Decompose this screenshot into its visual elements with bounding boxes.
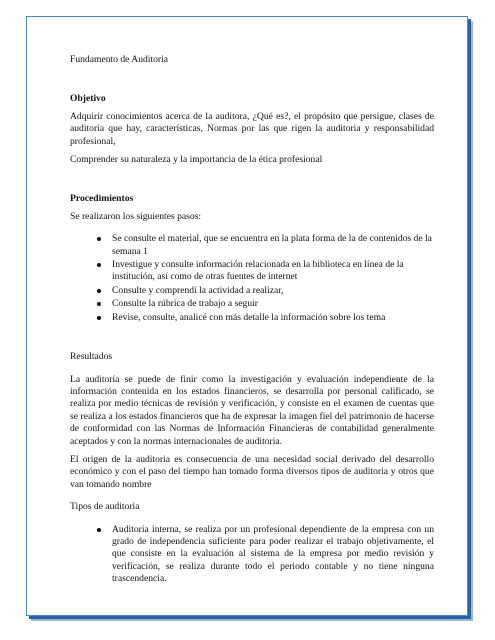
- tipos-list: [70, 524, 434, 586]
- resultados-paragraph-2: El origen de la auditoria es consecuencia de una necesidad social derivado del desarrollo económico y con el paso del tiempo han tomado forma diversos tipos de auditoria y otros que van tomando nombre: [70, 453, 434, 490]
- list-item-text: Consulte y comprendí la actividad a realizar,: [112, 284, 284, 296]
- procedimientos-heading: Procedimientos: [70, 193, 134, 205]
- document-title: Fundamento de Auditoria: [70, 54, 169, 65]
- objetivo-paragraph-2: Comprender su naturaleza y la importancia de la ética profesional: [70, 154, 323, 166]
- list-item: [97, 233, 434, 258]
- bullet-icon: [97, 302, 101, 306]
- objetivo-paragraph-1: Adquirir conocimientos acerca de la auditora, ¿Qué es?, el propósito que persigue, clases de auditoria que hay, características, Normas por las que rigen la auditoria y responsabilidad profesional,: [70, 110, 434, 147]
- list-item-text: Auditoria interna, se realiza por un profesional dependiente de la empresa con un grado de independencia suficiente para poder realizar el trabajo objetivamente, el que consiste en la evaluación al sistema de la empresa por medio revisión y verificación, se realiza durante todo el periodo contable y no tiene ninguna trascendencia.: [112, 523, 434, 585]
- resultados-heading: Resultados: [70, 351, 113, 363]
- bullet-icon: [97, 528, 101, 532]
- list-item-text: Se consulte el material, que se encuentra en la plata forma de la de contenidos de la semana 1: [112, 233, 432, 257]
- bullet-icon: [97, 316, 101, 320]
- list-item: [97, 259, 434, 284]
- tipos-heading: Tipos de auditoria: [70, 501, 140, 513]
- objetivo-heading: Objetivo: [70, 93, 106, 105]
- list-item: [97, 312, 434, 324]
- list-item: [97, 285, 434, 297]
- list-item-text: Investigue y consulte información relacionada en la biblioteca en línea de la institución, así como de otras fuentes de internet: [112, 259, 404, 283]
- bullet-icon: [97, 289, 101, 293]
- procedimientos-list: [70, 233, 434, 324]
- bullet-icon: [97, 237, 101, 241]
- list-item-text: Revise, consulte, analicé con más detalle la información sobre los tema: [112, 311, 386, 323]
- bullet-icon: [97, 263, 101, 267]
- list-item: [97, 298, 434, 310]
- list-item-text: Consulte la rúbrica de trabajo a seguir: [112, 298, 258, 310]
- procedimientos-intro: Se realizaron los siguientes pasos:: [70, 210, 202, 222]
- resultados-paragraph-1: La auditoría se puede de finir como la investigación y evaluación independiente de la información contenida en los estados financieros, se desarrolla por personal calificado, se realiza por medio técnicas de revisión y verificación, y consiste en el examen de cuentas que se realiza a los estados financieros que ha de expresar la imagen fiel del patrimonio de hacerse de conformidad con las Normas de Información Financieras de contabilidad generalmente aceptados y con la normas internacionales de auditoria.: [70, 373, 434, 447]
- document-content: [70, 54, 434, 587]
- list-item: [97, 524, 434, 586]
